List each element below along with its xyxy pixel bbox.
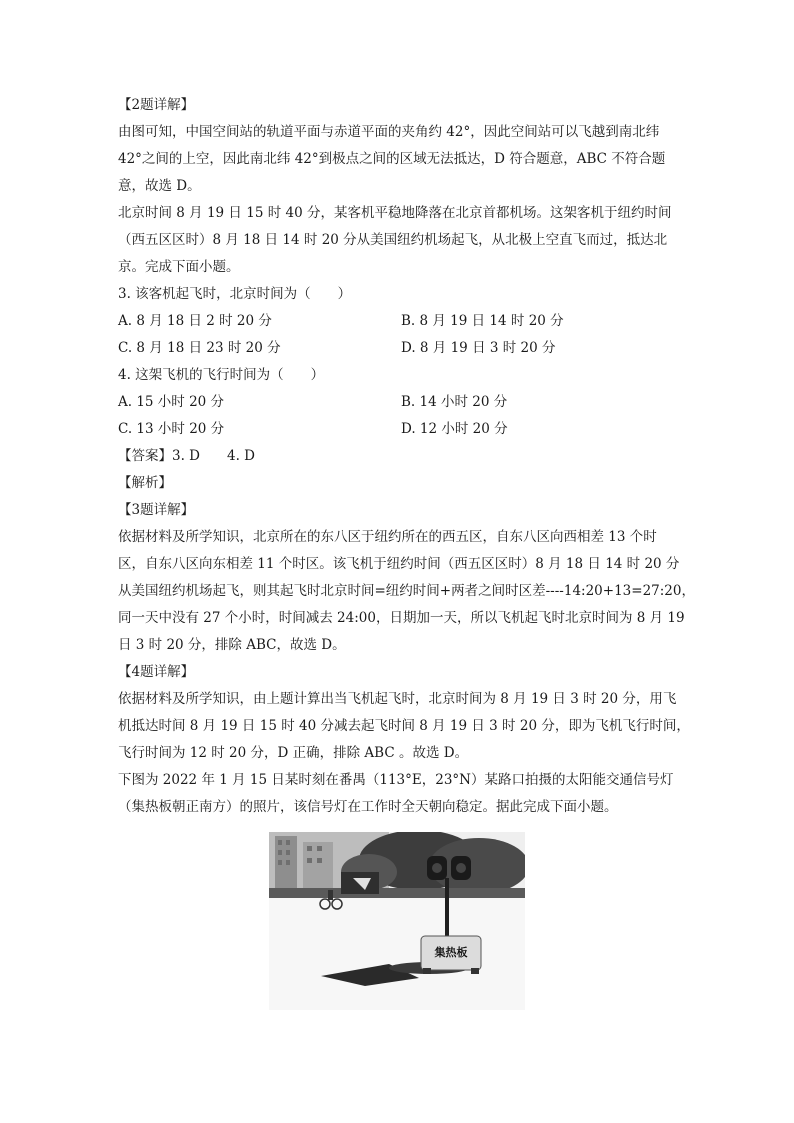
q3-detail-line: 从美国纽约机场起飞，则其起飞时北京时间=纽约时间+两者之间时区差----14:20+13=27:20， bbox=[118, 583, 695, 599]
q4-detail-heading: 【4题详解】 bbox=[118, 664, 195, 680]
q4-detail-line: 飞行时间为 12 时 20 分，D 正确，排除 ABC 。故选 D。 bbox=[118, 745, 469, 761]
question-4-options-row bbox=[118, 416, 678, 443]
option-b: B. 8 月 19 日 14 时 20 分 bbox=[401, 313, 564, 329]
q2-detail-line: 42°之间的上空，因此南北纬 42°到极点之间的区域无法抵达，D 符合题意，ABC 不符合题 bbox=[118, 151, 666, 167]
q3-detail-line: 同一天中没有 27 个小时，时间减去 24:00，日期加一天，所以飞机起飞时北京时间为 8 月 19 bbox=[118, 610, 685, 626]
option-c: C. 8 月 18 日 23 时 20 分 bbox=[118, 340, 281, 356]
q2-detail-line: 由图可知，中国空间站的轨道平面与赤道平面的夹角约 42°，因此空间站可以飞越到南北纬 bbox=[118, 124, 660, 140]
question-3-options-row bbox=[118, 335, 678, 362]
photo-intro-line: （集热板朝正南方）的照片，该信号灯在工作时全天朝向稳定。据此完成下面小题。 bbox=[118, 799, 618, 815]
panel-label: 集热板 bbox=[434, 946, 468, 959]
option-a: A. 15 小时 20 分 bbox=[118, 394, 225, 410]
traffic-light-photo bbox=[269, 832, 525, 1010]
q3-detail-line: 依据材料及所学知识，北京所在的东八区于纽约所在的西五区，自东八区向西相差 13 个时 bbox=[118, 529, 657, 545]
q2-detail-line: 意，故选 D。 bbox=[118, 178, 201, 194]
document-body bbox=[118, 92, 695, 821]
option-a: A. 8 月 18 日 2 时 20 分 bbox=[118, 313, 272, 329]
material-line: 京。完成下面小题。 bbox=[118, 259, 240, 275]
analysis-heading: 【解析】 bbox=[118, 475, 172, 491]
q3-detail-line: 区，自东八区向东相差 11 个时区。该飞机于纽约时间（西五区区时）8 月 18 日 14 时 20 分 bbox=[118, 556, 680, 572]
q2-detail-heading: 【2题详解】 bbox=[118, 97, 195, 113]
photo-intro-line: 下图为 2022 年 1 月 15 日某时刻在番禺（113°E，23°N）某路口拍摄的太阳能交通信号灯 bbox=[118, 772, 674, 788]
answer-line: 【答案】3. D 4. D bbox=[118, 448, 255, 464]
question-4-stem: 4. 这架飞机的飞行时间为（ ） bbox=[118, 367, 325, 383]
option-c: C. 13 小时 20 分 bbox=[118, 421, 225, 437]
material-line: （西五区区时）8 月 18 日 14 时 20 分从美国纽约机场起飞，从北极上空直飞而过，抵达北 bbox=[118, 232, 668, 248]
option-b: B. 14 小时 20 分 bbox=[401, 394, 508, 410]
option-d: D. 12 小时 20 分 bbox=[401, 421, 508, 437]
question-3-stem: 3. 该客机起飞时，北京时间为（ ） bbox=[118, 286, 352, 302]
material-line: 北京时间 8 月 19 日 15 时 40 分，某客机平稳地降落在北京首都机场。这架客机于纽约时间 bbox=[118, 205, 672, 221]
q3-detail-line: 日 3 时 20 分，排除 ABC，故选 D。 bbox=[118, 637, 346, 653]
q4-detail-line: 依据材料及所学知识，由上题计算出当飞机起飞时，北京时间为 8 月 19 日 3 时 20 分，用飞 bbox=[118, 691, 677, 707]
question-3-options-row bbox=[118, 308, 678, 335]
option-d: D. 8 月 19 日 3 时 20 分 bbox=[401, 340, 556, 356]
question-4-options-row bbox=[118, 389, 678, 416]
q4-detail-line: 机抵达时间 8 月 19 日 15 时 40 分减去起飞时间 8 月 19 日 3 时 20 分，即为飞机飞行时间， bbox=[118, 718, 690, 734]
q3-detail-heading: 【3题详解】 bbox=[118, 502, 195, 518]
